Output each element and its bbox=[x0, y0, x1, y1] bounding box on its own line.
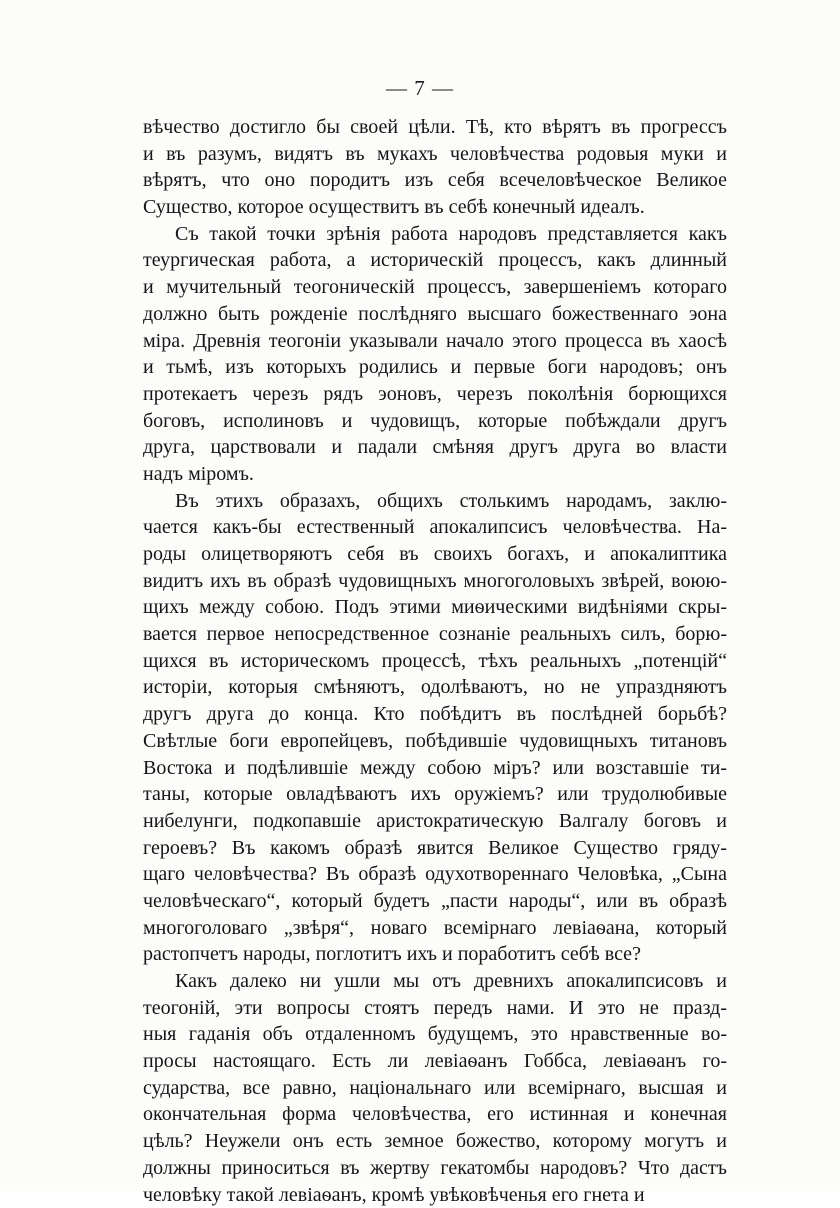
text-line: друга, царствовали и падали смѣняя другъ друга во власти bbox=[143, 434, 727, 461]
paragraph bbox=[143, 488, 727, 968]
paragraph bbox=[143, 968, 727, 1208]
text-line: цѣль? Неужели онъ есть земное божество, которому могутъ и bbox=[143, 1128, 727, 1155]
text-line: надъ міромъ. bbox=[143, 461, 727, 488]
paragraph bbox=[143, 221, 727, 488]
text-line: видитъ ихъ въ образѣ чудовищныхъ многоголовыхъ звѣрей, воюю- bbox=[143, 568, 727, 595]
text-line: чается какъ-бы естественный апокалипсисъ человѣчества. На- bbox=[143, 514, 727, 541]
text-line: щихся въ историческомъ процессѣ, тѣхъ реальныхъ „потенцій“ bbox=[143, 648, 727, 675]
text-line: Востока и подѣлившіе между собою міръ? или возставшіе ти- bbox=[143, 755, 727, 782]
text-line: теургическая работа, а историческій процессъ, какъ длинный bbox=[143, 247, 727, 274]
text-line: боговъ, исполиновъ и чудовищъ, которые побѣждали другъ bbox=[143, 408, 727, 435]
text-line: Существо, которое осуществитъ въ себѣ конечный идеалъ. bbox=[143, 194, 727, 221]
text-line: сударства, все равно, національнаго или всемірнаго, высшая и bbox=[143, 1075, 727, 1102]
text-line: Съ такой точки зрѣнія работа народовъ представляется какъ bbox=[143, 221, 727, 248]
text-line: вается первое непосредственное сознаніе реальныхъ силъ, борю- bbox=[143, 621, 727, 648]
text-line: щаго человѣчества? Въ образѣ одухотвореннаго Человѣка, „Сына bbox=[143, 861, 727, 888]
text-line: Какъ далеко ни ушли мы отъ древнихъ апокалипсисовъ и bbox=[143, 968, 727, 995]
text-line: таны, которые овладѣваютъ ихъ оружіемъ? или трудолюбивые bbox=[143, 781, 727, 808]
text-line: другъ друга до конца. Кто побѣдитъ въ послѣдней борьбѣ? bbox=[143, 701, 727, 728]
text-line: Въ этихъ образахъ, общихъ столькимъ народамъ, заклю- bbox=[143, 488, 727, 515]
paragraph bbox=[143, 114, 727, 221]
text-line: героевъ? Въ какомъ образѣ явится Великое Существо гряду- bbox=[143, 835, 727, 862]
text-line: должны приноситься въ жертву гекатомбы народовъ? Что дастъ bbox=[143, 1155, 727, 1182]
text-line: щихъ между собою. Подъ этими миѳическими видѣніями скры- bbox=[143, 594, 727, 621]
text-line: вѣрятъ, что оно породитъ изъ себя всечеловѣческое Великое bbox=[143, 167, 727, 194]
text-line: и мучительный теогоническій процессъ, завершеніемъ котораго bbox=[143, 274, 727, 301]
text-line: человѣческаго“, который будетъ „пасти народы“, или въ образѣ bbox=[143, 888, 727, 915]
text-line: нибелунги, подкопавшіе аристократическую Валгалу боговъ и bbox=[143, 808, 727, 835]
text-line: исторіи, которыя смѣняютъ, одолѣваютъ, но не упраздняютъ bbox=[143, 674, 727, 701]
text-line: и въ разумъ, видятъ въ мукахъ человѣчества родовыя муки и bbox=[143, 141, 727, 168]
text-line: окончательная форма человѣчества, его истинная и конечная bbox=[143, 1101, 727, 1128]
text-line: ныя гаданія объ отдаленномъ будущемъ, это нравственные во- bbox=[143, 1021, 727, 1048]
text-line: міра. Древнія теогоніи указывали начало этого процесса въ хаосѣ bbox=[143, 328, 727, 355]
text-line: должно быть рожденіе послѣдняго высшаго божественнаго эона bbox=[143, 301, 727, 328]
text-line: теогоній, эти вопросы стоятъ передъ нами. И это не празд- bbox=[143, 995, 727, 1022]
text-line: многоголоваго „звѣря“, новаго всемірнаго левіаѳана, который bbox=[143, 915, 727, 942]
text-line: роды олицетворяютъ себя въ своихъ богахъ, и апокалиптика bbox=[143, 541, 727, 568]
text-line: растопчетъ народы, поглотитъ ихъ и поработитъ себѣ все? bbox=[143, 941, 727, 968]
page-number: — 7 — bbox=[0, 76, 840, 101]
text-line: и тьмѣ, изъ которыхъ родились и первые боги народовъ; онъ bbox=[143, 354, 727, 381]
text-line: вѣчество достигло бы своей цѣли. Тѣ, кто вѣрятъ въ прогрессъ bbox=[143, 114, 727, 141]
text-line: протекаетъ черезъ рядъ эоновъ, черезъ поколѣнія борющихся bbox=[143, 381, 727, 408]
text-line: Свѣтлые боги европейцевъ, побѣдившіе чудовищныхъ титановъ bbox=[143, 728, 727, 755]
text-line: человѣку такой левіаѳанъ, кромѣ увѣковѣченья его гнета и bbox=[143, 1182, 727, 1208]
text-line: просы настоящаго. Есть ли левіаѳанъ Гоббса, левіаѳанъ го- bbox=[143, 1048, 727, 1075]
page-body-text bbox=[143, 114, 727, 1208]
